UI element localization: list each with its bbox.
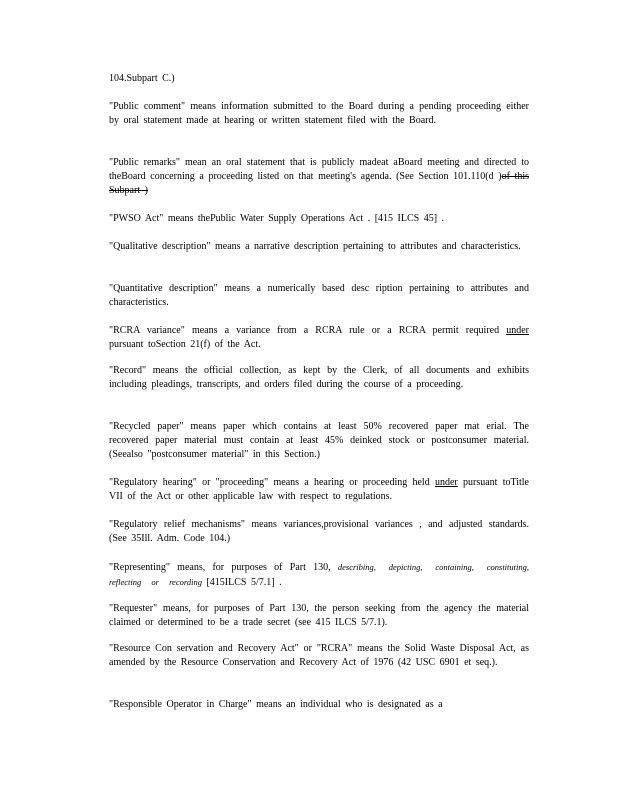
definition-text: "Representing" means, for purposes of Part 130, [109,562,338,573]
definition-text: "Regulatory hearing" or "proceeding" means a hearing or proceeding held [109,477,435,488]
definition-rcra: "Resource Con servation and Recovery Act" or "RCRA" means the Solid Waste Disposal Act, as amended by the Resource Conservation and Recovery Act of 1976 (42 USC 6901 et seq.). [109,643,529,668]
definition-text: "Public remarks" mean an oral statement that is publicly madeat aBoard meeting and directed to theBoard concerning a proceeding listed on that meeting's agenda. (See Section 101.110(d ) [109,157,529,182]
definition-text-tail: [415ILCS 5/7.1] . [201,577,282,588]
definition-representing [109,560,529,590]
definition-public-remarks [109,156,529,198]
definition-qualitative-description: "Qualitative description" means a narrative description pertaining to attributes and characteristics. [109,241,521,252]
struck-text: of this Subpart ) [109,171,529,196]
underlined-text: under [506,325,529,336]
underlined-text: under [434,477,458,488]
definition-regulatory-hearing [109,476,529,504]
section-header: 104.Subpart C.) [109,73,175,84]
definition-text-tail: pursuant toSection 21(f) of the Act. [109,339,261,350]
definition-text: "RCRA variance" means a variance from a RCRA rule or a RCRA permit required [109,325,507,336]
definition-regulatory-relief-mechanisms: "Regulatory relief mechanisms" means variances,provisional variances , and adjusted standards. (See 35Ill. Adm. Code 104.) [109,519,529,544]
definition-record: "Record" means the official collection, as kept by the Clerk, of all documents and exhibits including pleadings, transcripts, and orders filed during the course of a proceeding. [109,365,529,390]
definition-public-comment: "Public comment" means information submitted to the Board during a pending proceeding either by oral statement made at hearing or written statement filed with the Board. [109,101,529,126]
definition-responsible-operator: "Responsible Operator in Charge" means an individual who is designated as a [109,699,443,710]
definition-recycled-paper: "Recycled paper" means paper which contains at least 50% recovered paper mat erial. The recovered paper material must contain at least 45% deinked stock or postconsumer material. (Seealso "postconsumer material" in this Section.) [109,421,529,460]
definition-requester: "Requester" means, for purposes of Part 130, the person seeking from the agency the material claimed or determined to be a trade secret (see 415 ILCS 5/7.1). [109,603,529,628]
definition-quantitative-description: "Quantitative description" means a numerically based desc ription pertaining to attributes and characteristics. [109,283,529,308]
definition-pwso-act: "PWSO Act" means thePublic Water Supply Operations Act . [415 ILCS 45] . [109,213,445,224]
definition-text-tail: pursuant toTitle VII of the Act or other applicable law with respect to regulations. [109,477,529,502]
definition-rcra-variance [109,324,529,352]
italic-text: describing, depicting, containing, constituting, reflecting or recording [109,562,530,587]
